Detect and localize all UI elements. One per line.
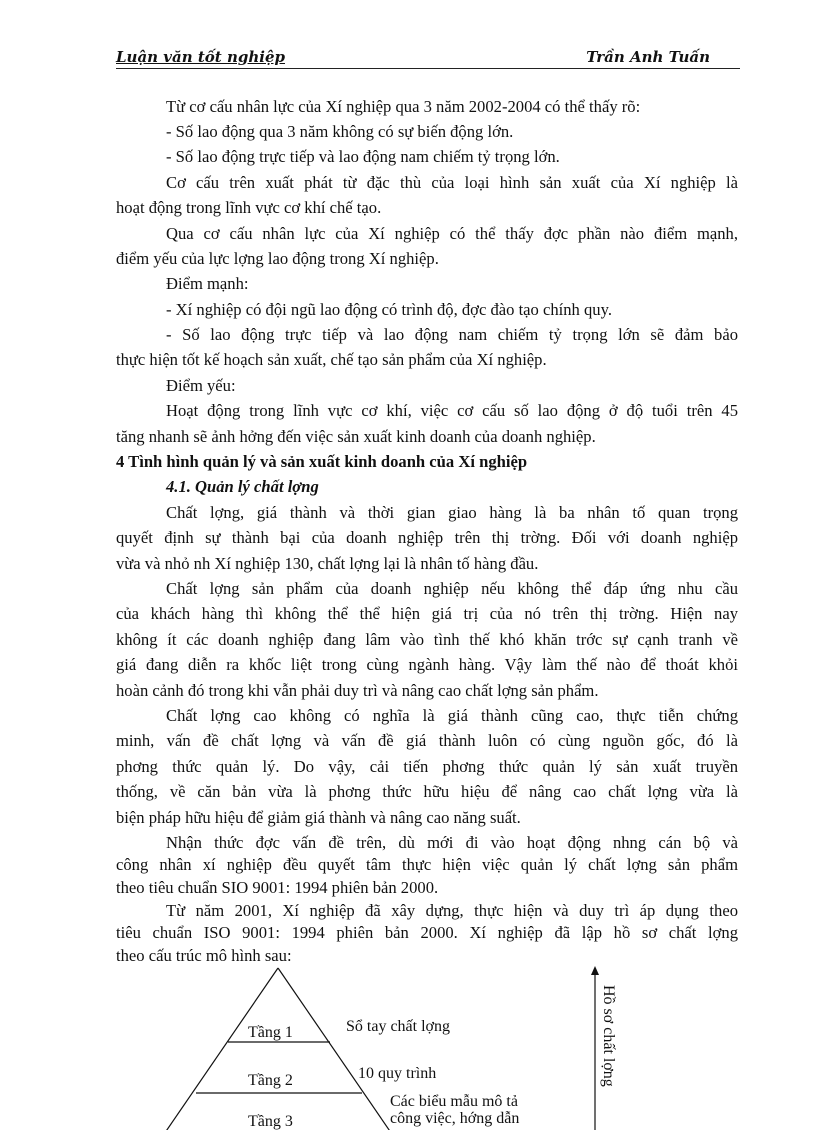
paragraph-line: Từ cơ cấu nhân lực của Xí nghiệp qua 3 năm 2002-2004 có thể thấy rõ: — [166, 97, 641, 116]
tier-2-label: Tầng 2 — [248, 1072, 293, 1089]
paragraph-line: thống, về căn bản vừa là phơng thức hữu hiệu để nâng cao chất lợng vừa là — [116, 782, 738, 801]
paragraph-line: theo tiêu chuẩn SIO 9001: 1994 phiên bản 2000. — [116, 878, 439, 897]
paragraph-line: hoạt động trong lĩnh vực cơ khí chế tạo. — [116, 198, 382, 217]
paragraph-line: Chất lợng sản phẩm của doanh nghiệp nếu không thể đáp ứng nhu cầu — [166, 579, 738, 598]
page-header — [116, 48, 740, 69]
paragraph-line: Chất lợng cao không có nghĩa là giá thành cũng cao, thực tiễn chứng — [166, 706, 738, 725]
paragraph-line: hoàn cảnh đó trong khi vẫn phải duy trì và nâng cao chất lợng sản phẩm. — [116, 681, 599, 700]
quality-records-axis-label: Hồ sơ chất lợng — [600, 985, 617, 1087]
bullet-line: - Số lao động qua 3 năm không có sự biến động lớn. — [166, 122, 514, 141]
tier-3-description-line-2: công việc, hớng dẫn — [390, 1110, 520, 1127]
paragraph-line: không ít các doanh nghiệp đang lâm vào tình thế khó khăn trớc sự cạnh tranh về — [116, 630, 738, 649]
paragraph-line: vừa và nhỏ nh Xí nghiệp 130, chất lợng lại là nhân tố hàng đầu. — [116, 554, 539, 573]
paragraph-line: biện pháp hữu hiệu để giảm giá thành và nâng cao năng suất. — [116, 808, 521, 827]
tier-1-description: Sổ tay chất lợng — [346, 1018, 450, 1035]
header-left-title: Luận văn tốt nghiệp — [116, 48, 285, 66]
subsection-heading: 4.1. Quản lý chất lợng — [166, 477, 319, 496]
section-heading: 4 Tình hình quản lý và sản xuất kinh doanh của Xí nghiệp — [116, 452, 528, 471]
paragraph-line: tăng nhanh sẽ ảnh hởng đến việc sản xuất kinh doanh của doanh nghiệp. — [116, 427, 596, 446]
paragraph-line: của khách hàng thì không thể thể hiện giá trị của nó trên thị trờng. Hiện nay — [116, 604, 738, 623]
paragraph-line: giá đang diễn ra khốc liệt trong cùng ngành hàng. Vậy làm thế nào để thoát khỏi — [116, 655, 738, 674]
paragraph-line: phơng thức quản lý. Do vậy, cải tiến phơng thức quản lý sản xuất truyền — [116, 757, 738, 776]
tier-3-description-line-1: Các biểu mẫu mô tả — [390, 1093, 518, 1110]
tier-3-label: Tầng 3 — [248, 1113, 293, 1130]
paragraph-line: Điểm yếu: — [166, 376, 236, 395]
paragraph-line: điểm yếu của lực lợng lao động trong Xí nghiệp. — [116, 249, 439, 268]
paragraph-line: Qua cơ cấu nhân lực của Xí nghiệp có thể thấy đợc phần nào điểm mạnh, — [166, 224, 738, 243]
tier-1-label: Tầng 1 — [248, 1024, 293, 1041]
paragraph-line: Điểm mạnh: — [166, 274, 249, 293]
paragraph-line: quyết định sự thành bại của doanh nghiệp trên thị trờng. Đối với doanh nghiệp — [116, 528, 738, 547]
tier-2-description: 10 quy trình — [358, 1065, 437, 1082]
paragraph-line: công nhân xí nghiệp đều quyết tâm thực hiện việc quản lý chất lợng sản phẩm — [116, 855, 738, 874]
paragraph-line: tiêu chuẩn ISO 9001: 1994 phiên bản 2000. Xí nghiệp đã lập hồ sơ chất lợng — [116, 923, 738, 942]
paragraph-line: Chất lợng, giá thành và thời gian giao hàng là ba nhân tố quan trọng — [166, 503, 738, 522]
paragraph-line: Nhận thức đợc vấn đề trên, dù mới đi vào hoạt động nhng cán bộ và — [166, 833, 738, 852]
paragraph-line: theo cấu trúc mô hình sau: — [116, 946, 292, 965]
bullet-line: - Xí nghiệp có đội ngũ lao động có trình độ, đợc đào tạo chính quy. — [166, 300, 612, 319]
paragraph-line: Cơ cấu trên xuất phát từ đặc thù của loại hình sản xuất của Xí nghiệp là — [166, 173, 738, 192]
paragraph-line: Hoạt động trong lĩnh vực cơ khí, việc cơ cấu số lao động ở độ tuổi trên 45 — [166, 401, 738, 420]
paragraph-line: thực hiện tốt kế hoạch sản xuất, chế tạo sản phẩm của Xí nghiệp. — [116, 350, 547, 369]
paragraph-line: minh, vấn đề chất lợng và vấn đề giá thành luôn có cùng nguồn gốc, đó là — [116, 731, 738, 750]
bullet-line: - Số lao động trực tiếp và lao động nam chiếm tỷ trọng lớn sẽ đảm bảo — [166, 325, 738, 344]
quality-document-pyramid — [160, 960, 640, 1130]
header-author: Trần Anh Tuấn — [586, 48, 710, 66]
bullet-line: - Số lao động trực tiếp và lao động nam chiếm tỷ trọng lớn. — [166, 147, 560, 166]
paragraph-line: Từ năm 2001, Xí nghiệp đã xây dựng, thực hiện và duy trì áp dụng theo — [166, 901, 738, 920]
